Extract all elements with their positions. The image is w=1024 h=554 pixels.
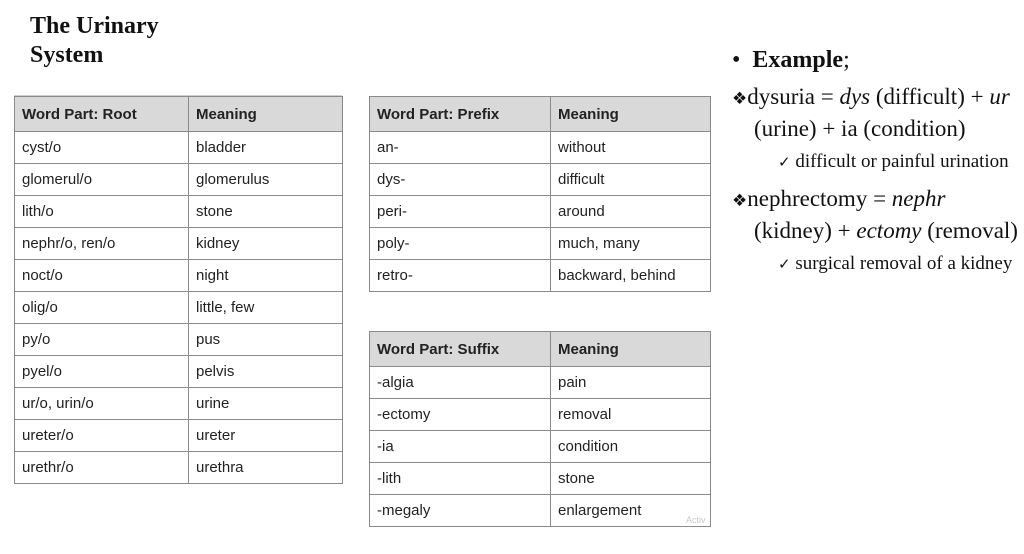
example-part: ur	[989, 84, 1010, 109]
column-header: Meaning	[189, 97, 343, 132]
root-table	[14, 96, 343, 484]
example-part-meaning: (difficult) +	[870, 84, 990, 109]
table-header-row	[15, 97, 343, 132]
column-header: Meaning	[551, 332, 711, 367]
word-part-cell: py/o	[15, 324, 189, 356]
word-part-cell: ur/o, urin/o	[15, 388, 189, 420]
example-part-meaning: (removal)	[921, 218, 1018, 243]
checkmark-icon: ✓	[778, 255, 791, 273]
meaning-cell: removal	[551, 399, 711, 431]
table-row	[370, 228, 711, 260]
word-part-cell: peri-	[370, 196, 551, 228]
example-part: dys	[839, 84, 871, 109]
table-row	[15, 260, 343, 292]
example-part: ectomy	[856, 218, 922, 243]
meaning-cell: stone	[189, 196, 343, 228]
example-part-meaning: (urine) + ia (condition)	[754, 116, 966, 141]
meaning-cell: much, many	[551, 228, 711, 260]
checkmark-icon: ✓	[778, 153, 791, 171]
slide-title	[30, 12, 159, 70]
table-row	[370, 431, 711, 463]
meaning-cell: night	[189, 260, 343, 292]
example-definition	[732, 252, 1022, 276]
table-row	[370, 260, 711, 292]
meaning-cell: difficult	[551, 164, 711, 196]
example-term: nephrectomy =	[747, 186, 892, 211]
word-part-cell: noct/o	[15, 260, 189, 292]
example-label: Example	[752, 47, 844, 73]
word-part-cell: nephr/o, ren/o	[15, 228, 189, 260]
table-row	[15, 324, 343, 356]
table-header-row	[370, 97, 711, 132]
meaning-cell: pain	[551, 367, 711, 399]
example-punct: ;	[843, 47, 850, 73]
slide-title-line-1: The Urinary	[30, 13, 159, 39]
slide-title-line-2: System	[30, 42, 104, 68]
meaning-cell: urethra	[189, 452, 343, 484]
column-header: Word Part: Suffix	[370, 332, 551, 367]
meaning-cell: glomerulus	[189, 164, 343, 196]
meaning-cell: backward, behind	[551, 260, 711, 292]
meaning-cell: bladder	[189, 132, 343, 164]
table-row	[15, 452, 343, 484]
table-row	[15, 356, 343, 388]
word-part-cell: -ia	[370, 431, 551, 463]
example-definition	[732, 150, 1022, 174]
meaning-cell: ureter	[189, 420, 343, 452]
definition-text: difficult or painful urination	[795, 151, 1009, 172]
word-part-cell: -algia	[370, 367, 551, 399]
table-row	[370, 196, 711, 228]
prefix-table	[369, 96, 711, 292]
column-header: Word Part: Root	[15, 97, 189, 132]
suffix-table	[369, 331, 711, 527]
meaning-cell: pelvis	[189, 356, 343, 388]
table-row	[15, 292, 343, 324]
table-row	[15, 420, 343, 452]
example-item-nephrectomy	[732, 184, 1022, 246]
example-part: nephr	[891, 186, 946, 211]
example-term: dysuria =	[747, 84, 840, 109]
bullet: •	[732, 47, 741, 73]
meaning-cell: stone	[551, 463, 711, 495]
diamond-bullet-icon: ❖	[732, 89, 748, 109]
table-row	[15, 388, 343, 420]
word-part-cell: an-	[370, 132, 551, 164]
example-item-dysuria	[732, 82, 1022, 144]
meaning-cell: without	[551, 132, 711, 164]
word-part-cell: olig/o	[15, 292, 189, 324]
word-part-cell: -megaly	[370, 495, 551, 527]
word-part-cell: lith/o	[15, 196, 189, 228]
table-row	[370, 132, 711, 164]
table-header-row	[370, 332, 711, 367]
table-row	[370, 463, 711, 495]
meaning-cell: urine	[189, 388, 343, 420]
word-part-cell: urethr/o	[15, 452, 189, 484]
word-part-cell: pyel/o	[15, 356, 189, 388]
meaning-cell: kidney	[189, 228, 343, 260]
word-part-cell: retro-	[370, 260, 551, 292]
word-part-cell: -ectomy	[370, 399, 551, 431]
meaning-cell: enlargement	[551, 495, 711, 527]
table-row	[15, 132, 343, 164]
column-header: Word Part: Prefix	[370, 97, 551, 132]
example-part-meaning: (kidney) +	[754, 218, 857, 243]
meaning-cell: condition	[551, 431, 711, 463]
table-row	[370, 495, 711, 527]
meaning-cell: pus	[189, 324, 343, 356]
table-row	[370, 367, 711, 399]
meaning-cell: little, few	[189, 292, 343, 324]
table-row	[15, 228, 343, 260]
word-part-cell: glomerul/o	[15, 164, 189, 196]
diamond-bullet-icon: ❖	[732, 191, 748, 211]
activation-watermark: Activ	[686, 515, 706, 525]
meaning-cell: around	[551, 196, 711, 228]
table-row	[15, 196, 343, 228]
word-part-cell: dys-	[370, 164, 551, 196]
column-header: Meaning	[551, 97, 711, 132]
word-part-cell: -lith	[370, 463, 551, 495]
table-row	[370, 164, 711, 196]
word-part-cell: ureter/o	[15, 420, 189, 452]
example-heading	[732, 44, 1022, 76]
word-part-cell: cyst/o	[15, 132, 189, 164]
table-row	[370, 399, 711, 431]
example-panel	[732, 44, 1022, 286]
definition-text: surgical removal of a kidney	[795, 253, 1013, 274]
word-part-cell: poly-	[370, 228, 551, 260]
table-row	[15, 164, 343, 196]
